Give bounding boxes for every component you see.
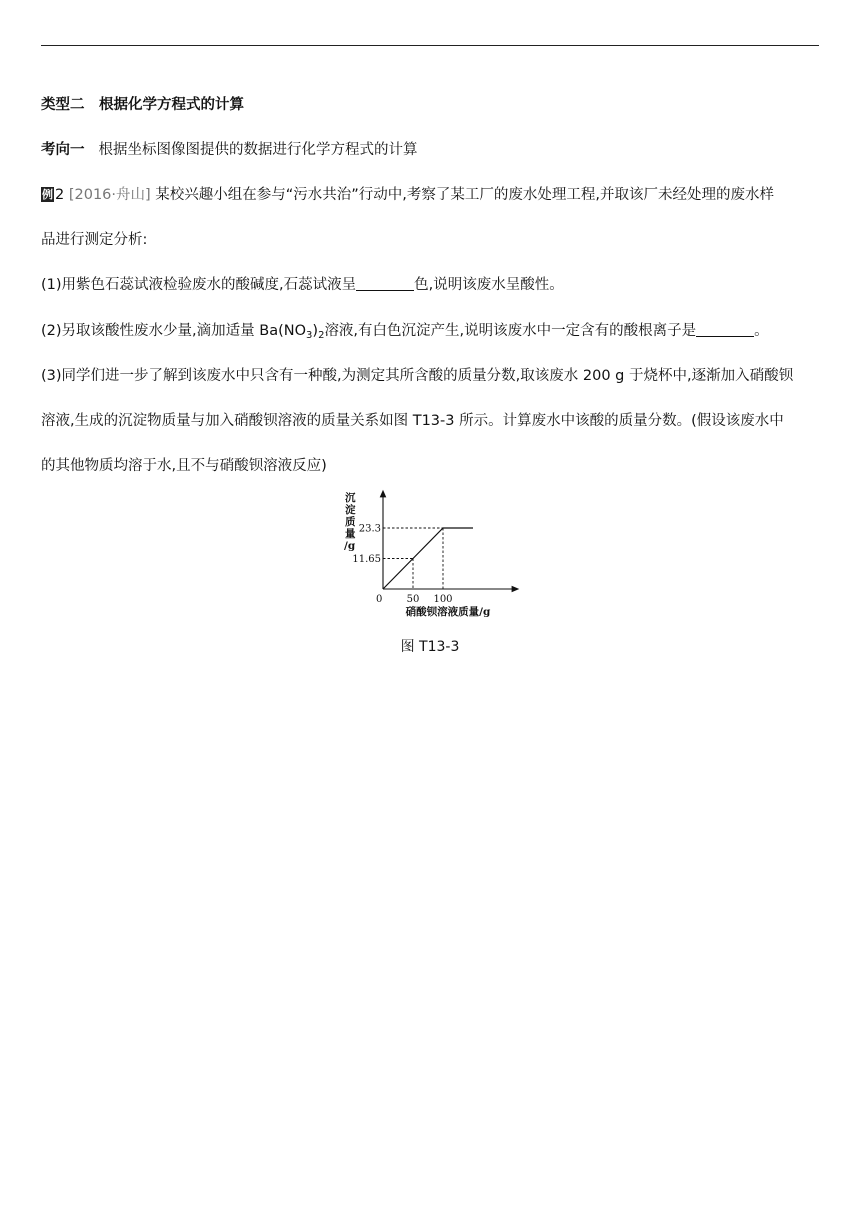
question-3-line3: 的其他物质均溶于水,且不与硝酸钡溶液反应) — [41, 458, 327, 474]
x-tick-50: 50 — [406, 594, 420, 605]
question-1 — [41, 275, 819, 295]
precipitate-chart — [330, 488, 530, 624]
subsection-label: 考向一 — [41, 142, 85, 158]
question-3-line1: (3)同学们进一步了解到该废水中只含有一种酸,为测定其所含酸的质量分数,取该废水 200 g 于烧杯中,逐渐加入硝酸钡 — [41, 368, 794, 384]
header-rule — [41, 45, 819, 46]
q2-paren: ) — [312, 323, 319, 339]
subsection-text: 根据坐标图像图提供的数据进行化学方程式的计算 — [98, 142, 418, 158]
section-title: 类型二 根据化学方程式的计算 — [41, 97, 244, 113]
q2-text-after: 溶液,有白色沉淀产生,说明该废水中一定含有的酸根离子是 — [324, 323, 697, 339]
q2-subscript-3: 3 — [306, 330, 313, 341]
ylabel-char-5: /g — [344, 540, 356, 552]
q2-period: 。 — [754, 323, 769, 339]
q2-answer-blank[interactable] — [696, 322, 754, 337]
ylabel-char-1: 沉 — [345, 492, 356, 504]
example-tag: 例 — [42, 188, 53, 201]
y-tick-23-3: 23.3 — [358, 523, 381, 535]
example-intro-line2: 品进行测定分析: — [41, 232, 148, 248]
question-3-line2: 溶液,生成的沉淀物质量与加入硝酸钡溶液的质量关系如图 T13-3 所示。计算废水中该酸的质量分数。(假设该废水中 — [41, 413, 784, 429]
y-tick-11-65: 11.65 — [352, 554, 381, 565]
example-number: 2 — [55, 187, 65, 203]
subsection-heading — [41, 140, 819, 160]
ylabel-char-3: 质 — [345, 516, 356, 528]
x-axis-label: 硝酸钡溶液质量/g — [405, 606, 491, 618]
example-intro-line1 — [41, 185, 819, 205]
q2-text-before: (2)另取该酸性废水少量,滴加适量 Ba(NO — [41, 323, 307, 339]
figure-caption: 图 T13-3 — [400, 639, 460, 655]
q1-text-before: (1)用紫色石蕊试液检验废水的酸碱度,石蕊试液呈 — [41, 277, 357, 293]
chart-svg — [330, 488, 530, 624]
example-intro-text: 某校兴趣小组在参与“污水共治”行动中,考察了某工厂的废水处理工程,并取该厂未经处理的废水样 — [155, 187, 775, 203]
ylabel-char-4: 量 — [345, 528, 356, 540]
x-tick-100: 100 — [433, 594, 453, 605]
q1-answer-blank[interactable] — [356, 276, 414, 291]
q1-text-after: 色,说明该废水呈酸性。 — [414, 277, 564, 293]
question-2 — [41, 321, 819, 341]
origin-label: 0 — [376, 594, 383, 605]
example-source: [2016·舟山] — [68, 187, 151, 203]
q2-subscript-2: 2 — [318, 330, 325, 341]
ylabel-char-2: 淀 — [345, 504, 356, 516]
